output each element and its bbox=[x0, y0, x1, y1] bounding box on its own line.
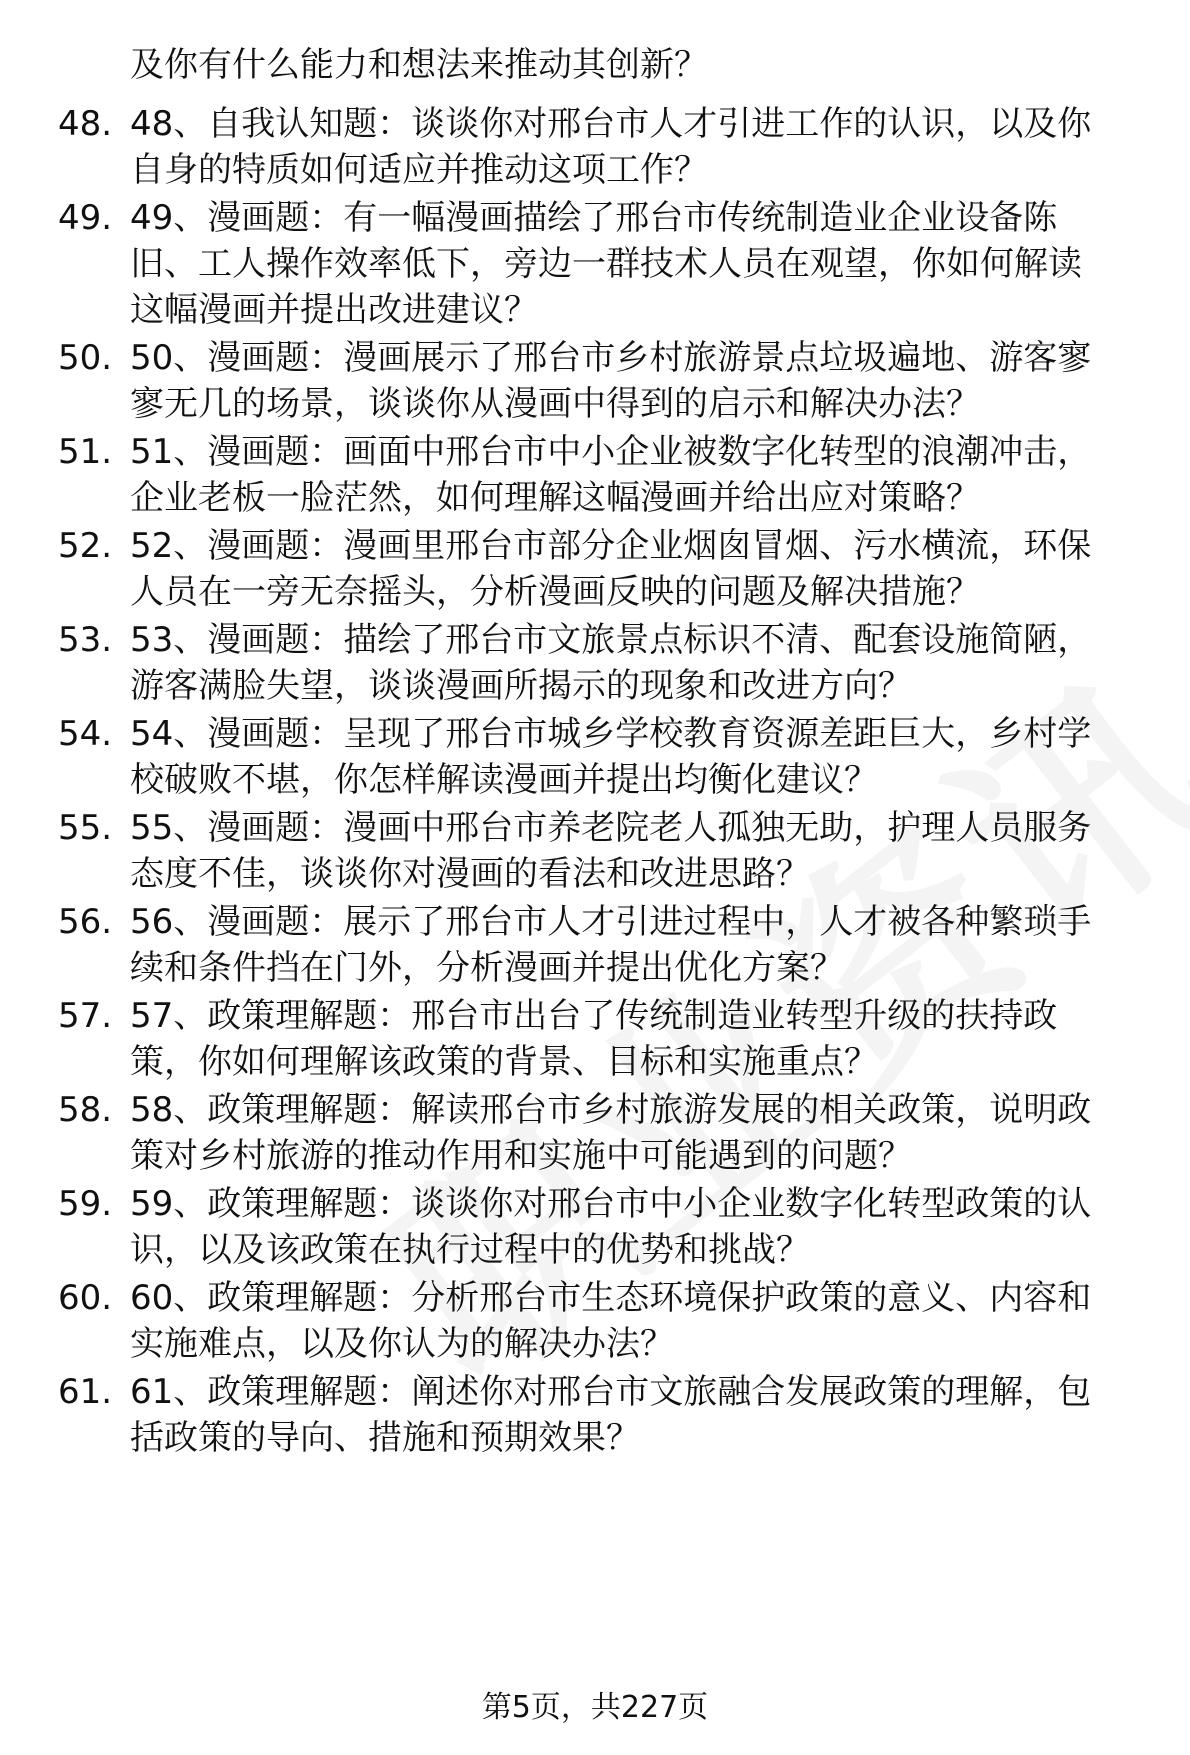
item-line: 48、自我认知题：谈谈你对邢台市人才引进工作的认识，以及你 bbox=[130, 104, 1092, 144]
item-text bbox=[130, 1369, 1150, 1461]
item-line: 企业老板一脸茫然，如何理解这幅漫画并给出应对策略？ bbox=[130, 478, 980, 518]
continued-line: 及你有什么能力和想法来推动其创新？ bbox=[130, 45, 708, 85]
item-line: 态度不佳，谈谈你对漫画的看法和改进思路？ bbox=[130, 854, 810, 894]
item-line: 60、政策理解题：分析邢台市生态环境保护政策的意义、内容和 bbox=[130, 1278, 1092, 1318]
item-line: 61、政策理解题：阐述你对邢台市文旅融合发展政策的理解，包 bbox=[130, 1372, 1092, 1412]
item-text bbox=[130, 711, 1150, 803]
item-number: 57. bbox=[58, 996, 113, 1036]
item-line: 实施难点，以及你认为的解决办法？ bbox=[130, 1324, 674, 1364]
item-line: 50、漫画题：漫画展示了邢台市乡村旅游景点垃圾遍地、游客寥 bbox=[130, 338, 1092, 378]
item-line: 人员在一旁无奈摇头，分析漫画反映的问题及解决措施？ bbox=[130, 572, 980, 612]
page-number-footer: 第5页，共227页 bbox=[481, 1690, 709, 1725]
item-line: 策对乡村旅游的推动作用和实施中可能遇到的问题？ bbox=[130, 1136, 912, 1176]
item-text bbox=[130, 617, 1150, 709]
item-text bbox=[130, 1181, 1150, 1273]
item-line: 56、漫画题：展示了邢台市人才引进过程中，人才被各种繁琐手 bbox=[130, 902, 1092, 942]
item-text bbox=[130, 1275, 1150, 1367]
item-line: 57、政策理解题：邢台市出台了传统制造业转型升级的扶持政 bbox=[130, 996, 1058, 1036]
item-line: 旧、工人操作效率低下，旁边一群技术人员在观望，你如何解读 bbox=[130, 244, 1082, 284]
item-line: 52、漫画题：漫画里邢台市部分企业烟囱冒烟、污水横流，环保 bbox=[130, 526, 1092, 566]
item-line: 策，你如何理解该政策的背景、目标和实施重点？ bbox=[130, 1042, 878, 1082]
item-number: 50. bbox=[58, 338, 113, 378]
item-number: 58. bbox=[58, 1090, 113, 1130]
item-line: 游客满脸失望，谈谈漫画所揭示的现象和改进方向？ bbox=[130, 666, 912, 706]
item-line: 55、漫画题：漫画中邢台市养老院老人孤独无助，护理人员服务 bbox=[130, 808, 1092, 848]
item-text bbox=[130, 523, 1150, 615]
item-line: 识，以及该政策在执行过程中的优势和挑战？ bbox=[130, 1230, 810, 1270]
item-number: 53. bbox=[58, 620, 113, 660]
item-number: 59. bbox=[58, 1184, 113, 1224]
item-text bbox=[130, 429, 1150, 521]
item-text bbox=[130, 805, 1150, 897]
item-line: 51、漫画题：画面中邢台市中小企业被数字化转型的浪潮冲击， bbox=[130, 432, 1092, 472]
item-number: 48. bbox=[58, 104, 113, 144]
item-text bbox=[130, 899, 1150, 991]
item-line: 59、政策理解题：谈谈你对邢台市中小企业数字化转型政策的认 bbox=[130, 1184, 1092, 1224]
item-text bbox=[130, 1087, 1150, 1179]
item-number: 56. bbox=[58, 902, 113, 942]
item-line: 寥无几的场景，谈谈你从漫画中得到的启示和解决办法？ bbox=[130, 384, 980, 424]
item-number: 61. bbox=[58, 1372, 113, 1412]
item-line: 58、政策理解题：解读邢台市乡村旅游发展的相关政策，说明政 bbox=[130, 1090, 1092, 1130]
item-text bbox=[130, 335, 1150, 427]
item-number: 49. bbox=[58, 198, 113, 238]
item-number: 52. bbox=[58, 526, 113, 566]
item-text bbox=[130, 993, 1150, 1085]
item-text bbox=[130, 195, 1150, 333]
item-text bbox=[130, 101, 1150, 193]
item-number: 51. bbox=[58, 432, 113, 472]
item-line: 这幅漫画并提出改进建议？ bbox=[130, 290, 538, 330]
item-number: 54. bbox=[58, 714, 113, 754]
item-line: 括政策的导向、措施和预期效果？ bbox=[130, 1418, 640, 1458]
item-line: 自身的特质如何适应并推动这项工作？ bbox=[130, 150, 708, 190]
item-line: 续和条件挡在门外，分析漫画并提出优化方案？ bbox=[130, 948, 844, 988]
item-line: 53、漫画题：描绘了邢台市文旅景点标识不清、配套设施简陋， bbox=[130, 620, 1092, 660]
item-line: 校破败不堪，你怎样解读漫画并提出均衡化建议？ bbox=[130, 760, 878, 800]
item-number: 55. bbox=[58, 808, 113, 848]
item-line: 49、漫画题：有一幅漫画描绘了邢台市传统制造业企业设备陈 bbox=[130, 198, 1058, 238]
item-line: 54、漫画题：呈现了邢台市城乡学校教育资源差距巨大，乡村学 bbox=[130, 714, 1092, 754]
item-number: 60. bbox=[58, 1278, 113, 1318]
